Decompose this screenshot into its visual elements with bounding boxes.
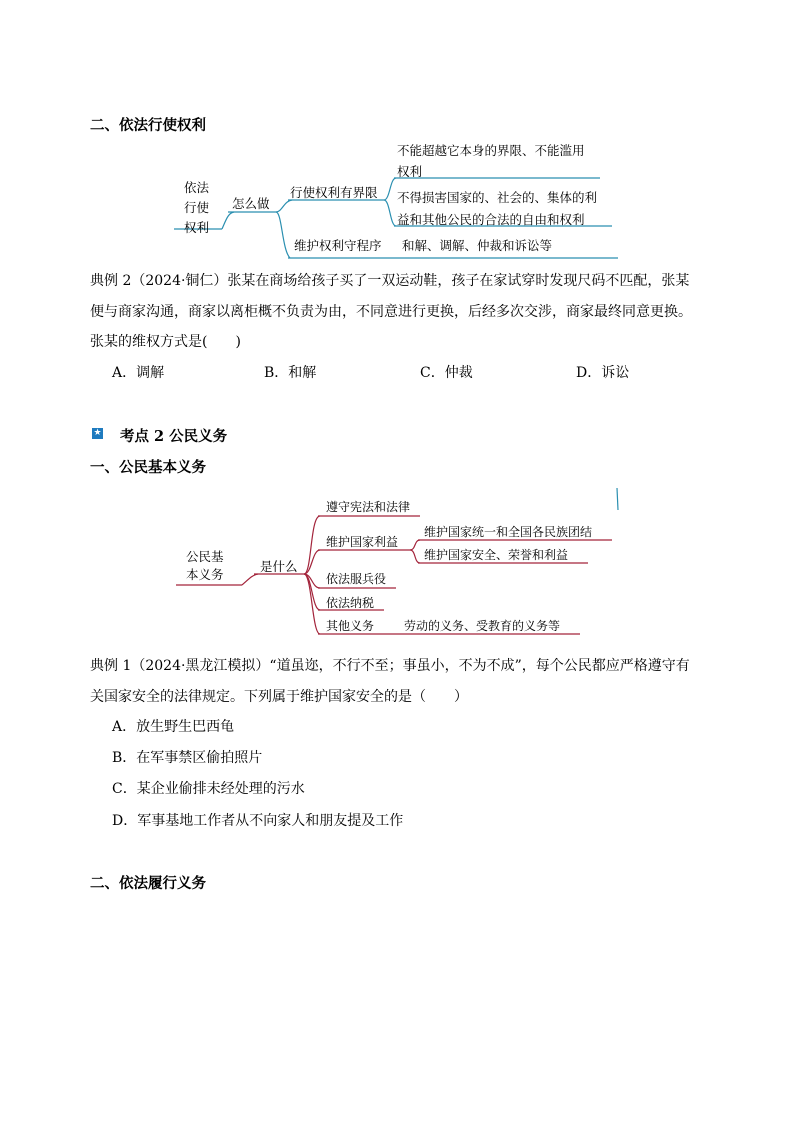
mindmap-item-military-service: 依法服兵役: [326, 572, 387, 586]
mindmap-leaf-no-harm: 不得损害国家的、社会的、集体的利 益和其他公民的合法的自由和权利: [397, 190, 598, 227]
example-text-line: 便与商家沟通，商家以离柜概不负责为由，不同意进行更换，后经多次交涉，商家最终同意更换。: [90, 304, 692, 320]
mindmap-item-obey-law: 遵守宪法和法律: [326, 500, 411, 514]
option-c: C．某企业偷排未经处理的污水: [112, 781, 305, 797]
example-text-line: 典例 2（2024·铜仁）张某在商场给孩子买了一双运动鞋，孩子在家试穿时发现尺码不匹配，张某: [90, 273, 690, 289]
option-d: D．诉讼: [576, 365, 630, 381]
option-a: A．放生野生巴西龟: [112, 719, 235, 735]
example-text-line: 典例 1（2024·黑龙江模拟）“道虽迩，不行不至；事虽小，不为不成”，每个公民都应严格遵守有: [90, 658, 690, 674]
mindmap-node-procedure: 维护权利守程序: [294, 238, 382, 253]
mindmap-leaf-labor-education: 劳动的义务、受教育的义务等: [404, 619, 561, 633]
mindmap-root-basic-duties: 公民基 本义务: [186, 549, 224, 582]
mindmap-item-other-duties: 其他义务: [326, 619, 375, 633]
mindmap-item-pay-tax: 依法纳税: [326, 596, 375, 610]
mindmap-node-rights-limits: 行使权利有界限: [290, 185, 378, 200]
section-heading-fulfill-duties: 二、依法履行义务: [90, 875, 206, 892]
option-b: B．和解: [264, 365, 317, 381]
option-a: A．调解: [112, 365, 165, 381]
mindmap-leaf-unity: 维护国家统一和全国各民族团结: [424, 525, 593, 539]
example-question: 张某的维权方式是( ): [90, 334, 241, 350]
mindmap-branch-how: 怎么做: [232, 196, 270, 211]
option-d: D．军事基地工作者从不向家人和朋友提及工作: [112, 813, 404, 829]
mindmap-leaf-security: 维护国家安全、荣誉和利益: [424, 548, 569, 562]
section-heading-basic-duties: 一、公民基本义务: [90, 459, 206, 476]
star-icon: ★: [93, 428, 102, 438]
example-question: 关国家安全的法律规定。下列属于维护国家安全的是（ ）: [90, 689, 468, 705]
mindmap-item-national-interest: 维护国家利益: [326, 535, 399, 549]
mindmap-root-exercise-rights: 依法 行使 权利: [184, 180, 210, 235]
mindmap-leaf-no-abuse: 不能超越它本身的界限、不能滥用 权利: [397, 143, 585, 179]
mindmap-branch-what: 是什么: [260, 559, 298, 574]
option-b: B．在军事禁区偷拍照片: [112, 750, 263, 766]
option-c: C．仲裁: [420, 365, 473, 381]
kaodian-title: 考点 2 公民义务: [120, 428, 228, 445]
mindmap-leaf-procedures: 和解、调解、仲裁和诉讼等: [402, 238, 553, 253]
section-heading-exercise-rights: 二、依法行使权利: [90, 117, 206, 134]
